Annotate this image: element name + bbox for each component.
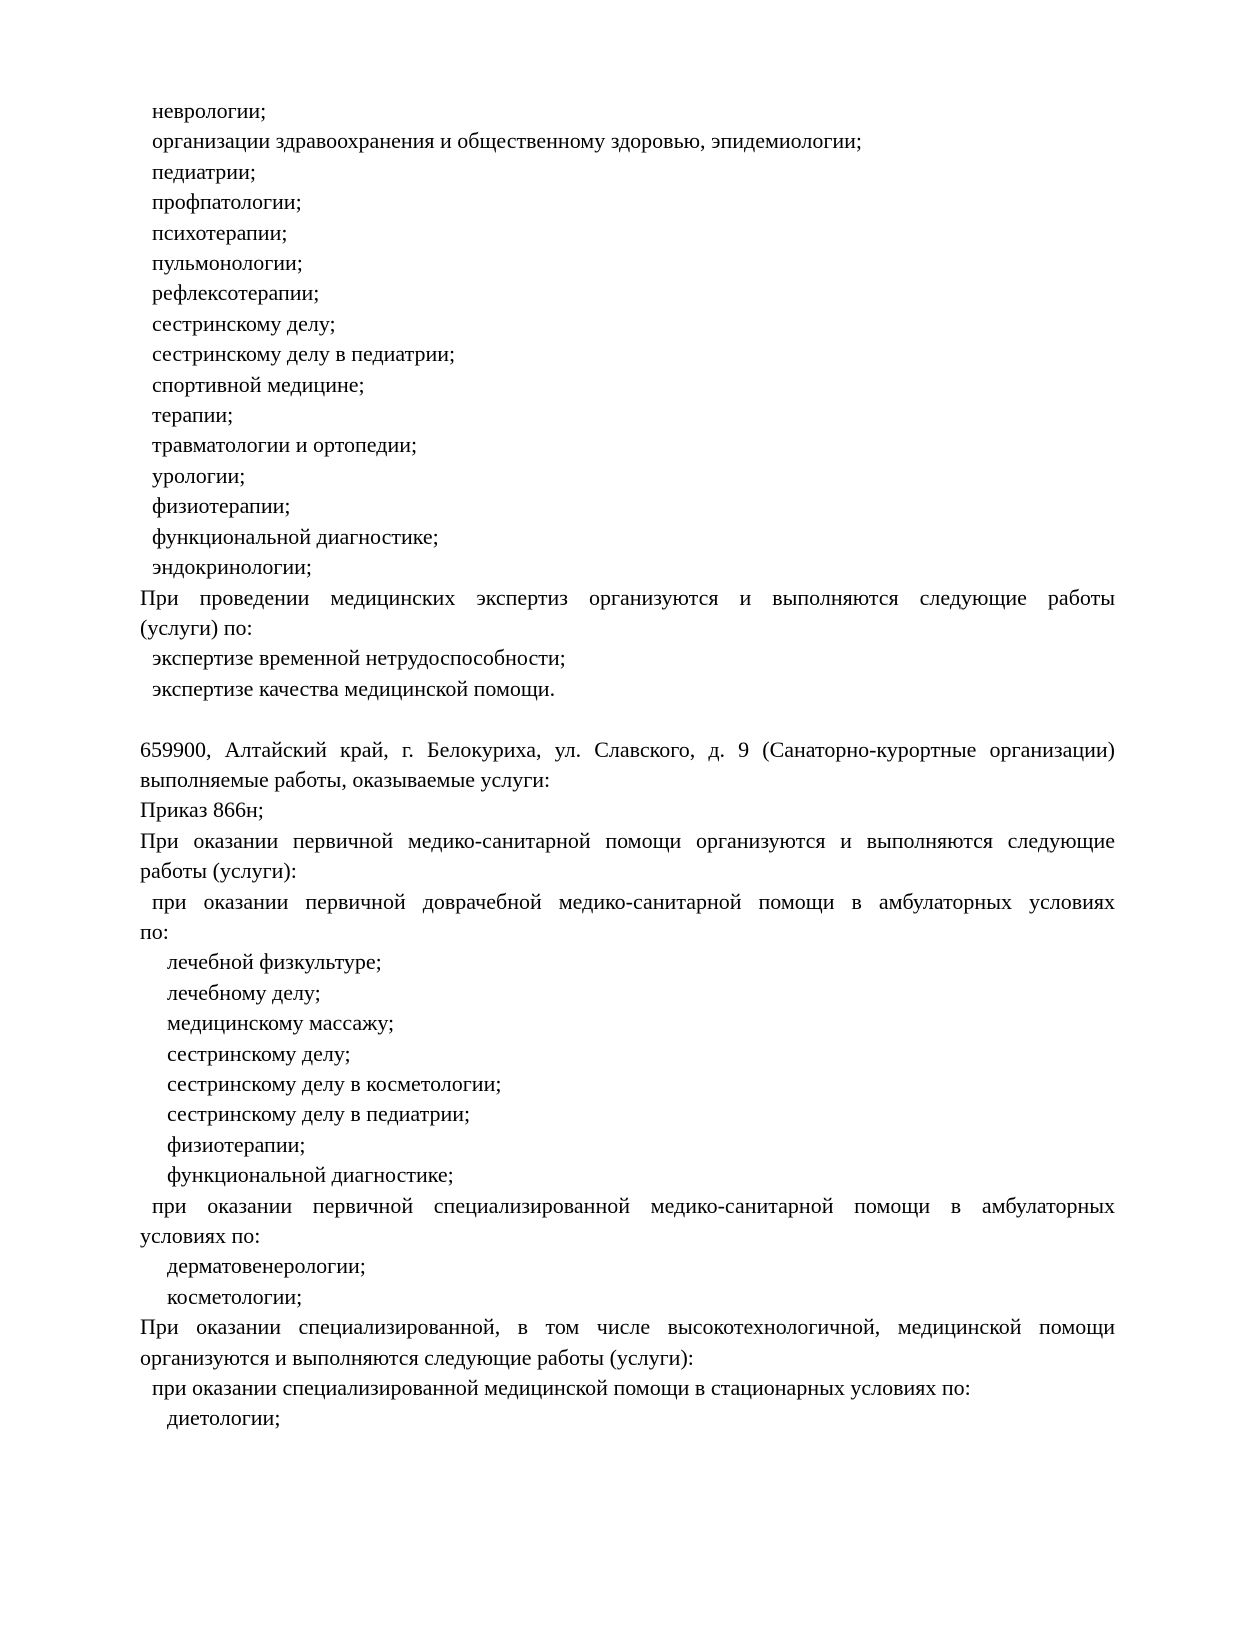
- text-line: экспертизе качества медицинской помощи.: [152, 675, 556, 701]
- text-line: при оказании первичной доврачебной медико-санитарной помощи в амбулаторных условиях: [152, 888, 1115, 914]
- text-line: выполняемые работы, оказываемые услуги:: [140, 766, 551, 792]
- text-line: рефлексотерапии;: [152, 280, 320, 306]
- text-line: травматологии и ортопедии;: [152, 432, 418, 458]
- text-line: урологии;: [152, 462, 246, 488]
- text-line: при оказании специализированной медицинской помощи в стационарных условиях по:: [152, 1375, 971, 1401]
- text-line: профпатологии;: [152, 189, 302, 215]
- text-line: физиотерапии;: [167, 1131, 306, 1157]
- text-line: лечебному делу;: [167, 979, 321, 1005]
- text-line: неврологии;: [152, 98, 267, 123]
- text-line: диетологии;: [167, 1405, 281, 1431]
- text-line: педиатрии;: [152, 158, 256, 184]
- text-line: 659900, Алтайский край, г. Белокуриха, ул. Славского, д. 9 (Санаторно-курортные организации): [140, 736, 1115, 762]
- text-line: эндокринологии;: [152, 554, 313, 580]
- blank-line: [140, 704, 1115, 734]
- text-line: психотерапии;: [152, 219, 288, 245]
- text-line: организации здравоохранения и общественному здоровью, эпидемиологии;: [152, 128, 863, 154]
- text-line: функциональной диагностике;: [167, 1162, 454, 1188]
- text-line: при оказании первичной специализированной медико-санитарной помощи в амбулаторных: [152, 1192, 1115, 1218]
- text-line: Приказ 866н;: [140, 797, 264, 823]
- text-line: спортивной медицине;: [152, 371, 365, 397]
- text-line: экспертизе временной нетрудоспособности;: [152, 645, 566, 671]
- text-line: работы (услуги):: [140, 858, 297, 884]
- text-line: пульмонологии;: [152, 250, 303, 276]
- text-line: При проведении медицинских экспертиз организуются и выполняются следующие работы: [140, 584, 1115, 610]
- text-line: косметологии;: [167, 1283, 303, 1309]
- text-line: сестринскому делу в педиатрии;: [167, 1101, 471, 1127]
- document-body: [140, 96, 1115, 1434]
- text-line: лечебной физкультуре;: [167, 949, 382, 975]
- text-line: сестринскому делу;: [152, 310, 336, 336]
- text-line: сестринскому делу;: [167, 1040, 351, 1066]
- text-line: При оказании первичной медико-санитарной помощи организуются и выполняются следующие: [140, 827, 1115, 853]
- text-line: организуются и выполняются следующие работы (услуги):: [140, 1344, 694, 1370]
- text-line: функциональной диагностике;: [152, 523, 439, 549]
- text-line: условиях по:: [140, 1223, 261, 1249]
- text-line: физиотерапии;: [152, 493, 291, 519]
- text-line: (услуги) по:: [140, 614, 253, 640]
- text-line: медицинскому массажу;: [167, 1010, 395, 1036]
- text-line: При оказании специализированной, в том числе высокотехнологичной, медицинской помощи: [140, 1314, 1115, 1340]
- text-line: дерматовенерологии;: [167, 1253, 366, 1279]
- text-line: сестринскому делу в педиатрии;: [152, 341, 456, 367]
- text-line: сестринскому делу в косметологии;: [167, 1070, 502, 1096]
- text-line: терапии;: [152, 402, 234, 428]
- text-line: по:: [140, 918, 169, 944]
